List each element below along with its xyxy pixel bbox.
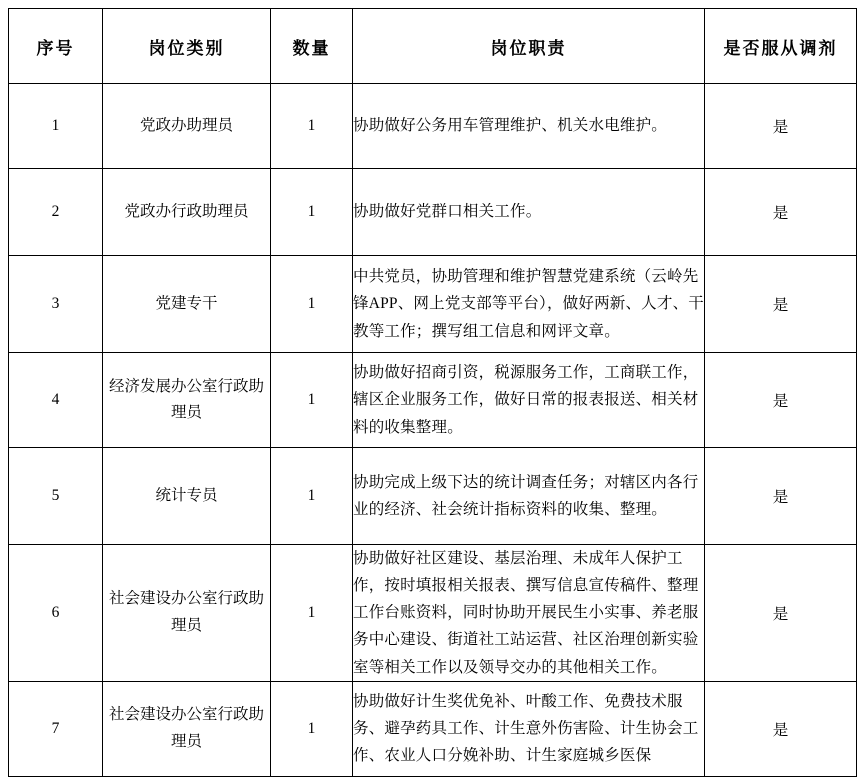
cell-count: 1 [271, 256, 353, 353]
cell-category: 统计专员 [103, 448, 271, 545]
cell-category: 社会建设办公室行政助理员 [103, 681, 271, 776]
cell-duty: 协助做好计生奖优免补、叶酸工作、免费技术服务、避孕药具工作、计生意外伤害险、计生协会工作、农业人口分娩补助、计生家庭城乡医保 [353, 681, 705, 776]
cell-category: 党政办助理员 [103, 84, 271, 169]
cell-no: 4 [9, 353, 103, 448]
cell-category: 经济发展办公室行政助理员 [103, 353, 271, 448]
table-row [9, 545, 857, 682]
table-row [9, 169, 857, 256]
table-row [9, 84, 857, 169]
cell-category: 社会建设办公室行政助理员 [103, 545, 271, 682]
cell-no: 3 [9, 256, 103, 353]
column-header-no: 序号 [9, 9, 103, 84]
cell-obey: 是 [705, 256, 857, 353]
cell-obey: 是 [705, 448, 857, 545]
cell-category: 党政办行政助理员 [103, 169, 271, 256]
column-header-obey: 是否服从调剂 [705, 9, 857, 84]
cell-no: 5 [9, 448, 103, 545]
cell-obey: 是 [705, 84, 857, 169]
cell-duty: 中共党员，协助管理和维护智慧党建系统（云岭先锋APP、网上党支部等平台），做好两新、人才、干教等工作；撰写组工信息和网评文章。 [353, 256, 705, 353]
cell-count: 1 [271, 169, 353, 256]
table-header [9, 9, 857, 84]
column-header-count: 数量 [271, 9, 353, 84]
table-header-row [9, 9, 857, 84]
cell-duty: 协助做好公务用车管理维护、机关水电维护。 [353, 84, 705, 169]
cell-obey: 是 [705, 681, 857, 776]
table-row [9, 353, 857, 448]
cell-obey: 是 [705, 169, 857, 256]
column-header-duty: 岗位职责 [353, 9, 705, 84]
cell-count: 1 [271, 545, 353, 682]
table-row [9, 256, 857, 353]
cell-count: 1 [271, 353, 353, 448]
cell-count: 1 [271, 681, 353, 776]
table-row [9, 448, 857, 545]
cell-obey: 是 [705, 353, 857, 448]
cell-no: 6 [9, 545, 103, 682]
cell-no: 7 [9, 681, 103, 776]
cell-duty: 协助做好党群口相关工作。 [353, 169, 705, 256]
column-header-category: 岗位类别 [103, 9, 271, 84]
cell-no: 1 [9, 84, 103, 169]
table-row [9, 681, 857, 776]
cell-obey: 是 [705, 545, 857, 682]
cell-no: 2 [9, 169, 103, 256]
cell-duty: 协助完成上级下达的统计调查任务；对辖区内各行业的经济、社会统计指标资料的收集、整理。 [353, 448, 705, 545]
cell-category: 党建专干 [103, 256, 271, 353]
cell-duty: 协助做好招商引资，税源服务工作，工商联工作，辖区企业服务工作，做好日常的报表报送、相关材料的收集整理。 [353, 353, 705, 448]
cell-count: 1 [271, 84, 353, 169]
table-body [9, 84, 857, 777]
cell-count: 1 [271, 448, 353, 545]
cell-duty: 协助做好社区建设、基层治理、未成年人保护工作，按时填报相关报表、撰写信息宣传稿件、整理工作台账资料，同时协助开展民生小实事、养老服务中心建设、街道社工站运营、社区治理创新实验室等相关工作以及领导交办的其他相关工作。 [353, 545, 705, 682]
job-positions-table [8, 8, 857, 777]
